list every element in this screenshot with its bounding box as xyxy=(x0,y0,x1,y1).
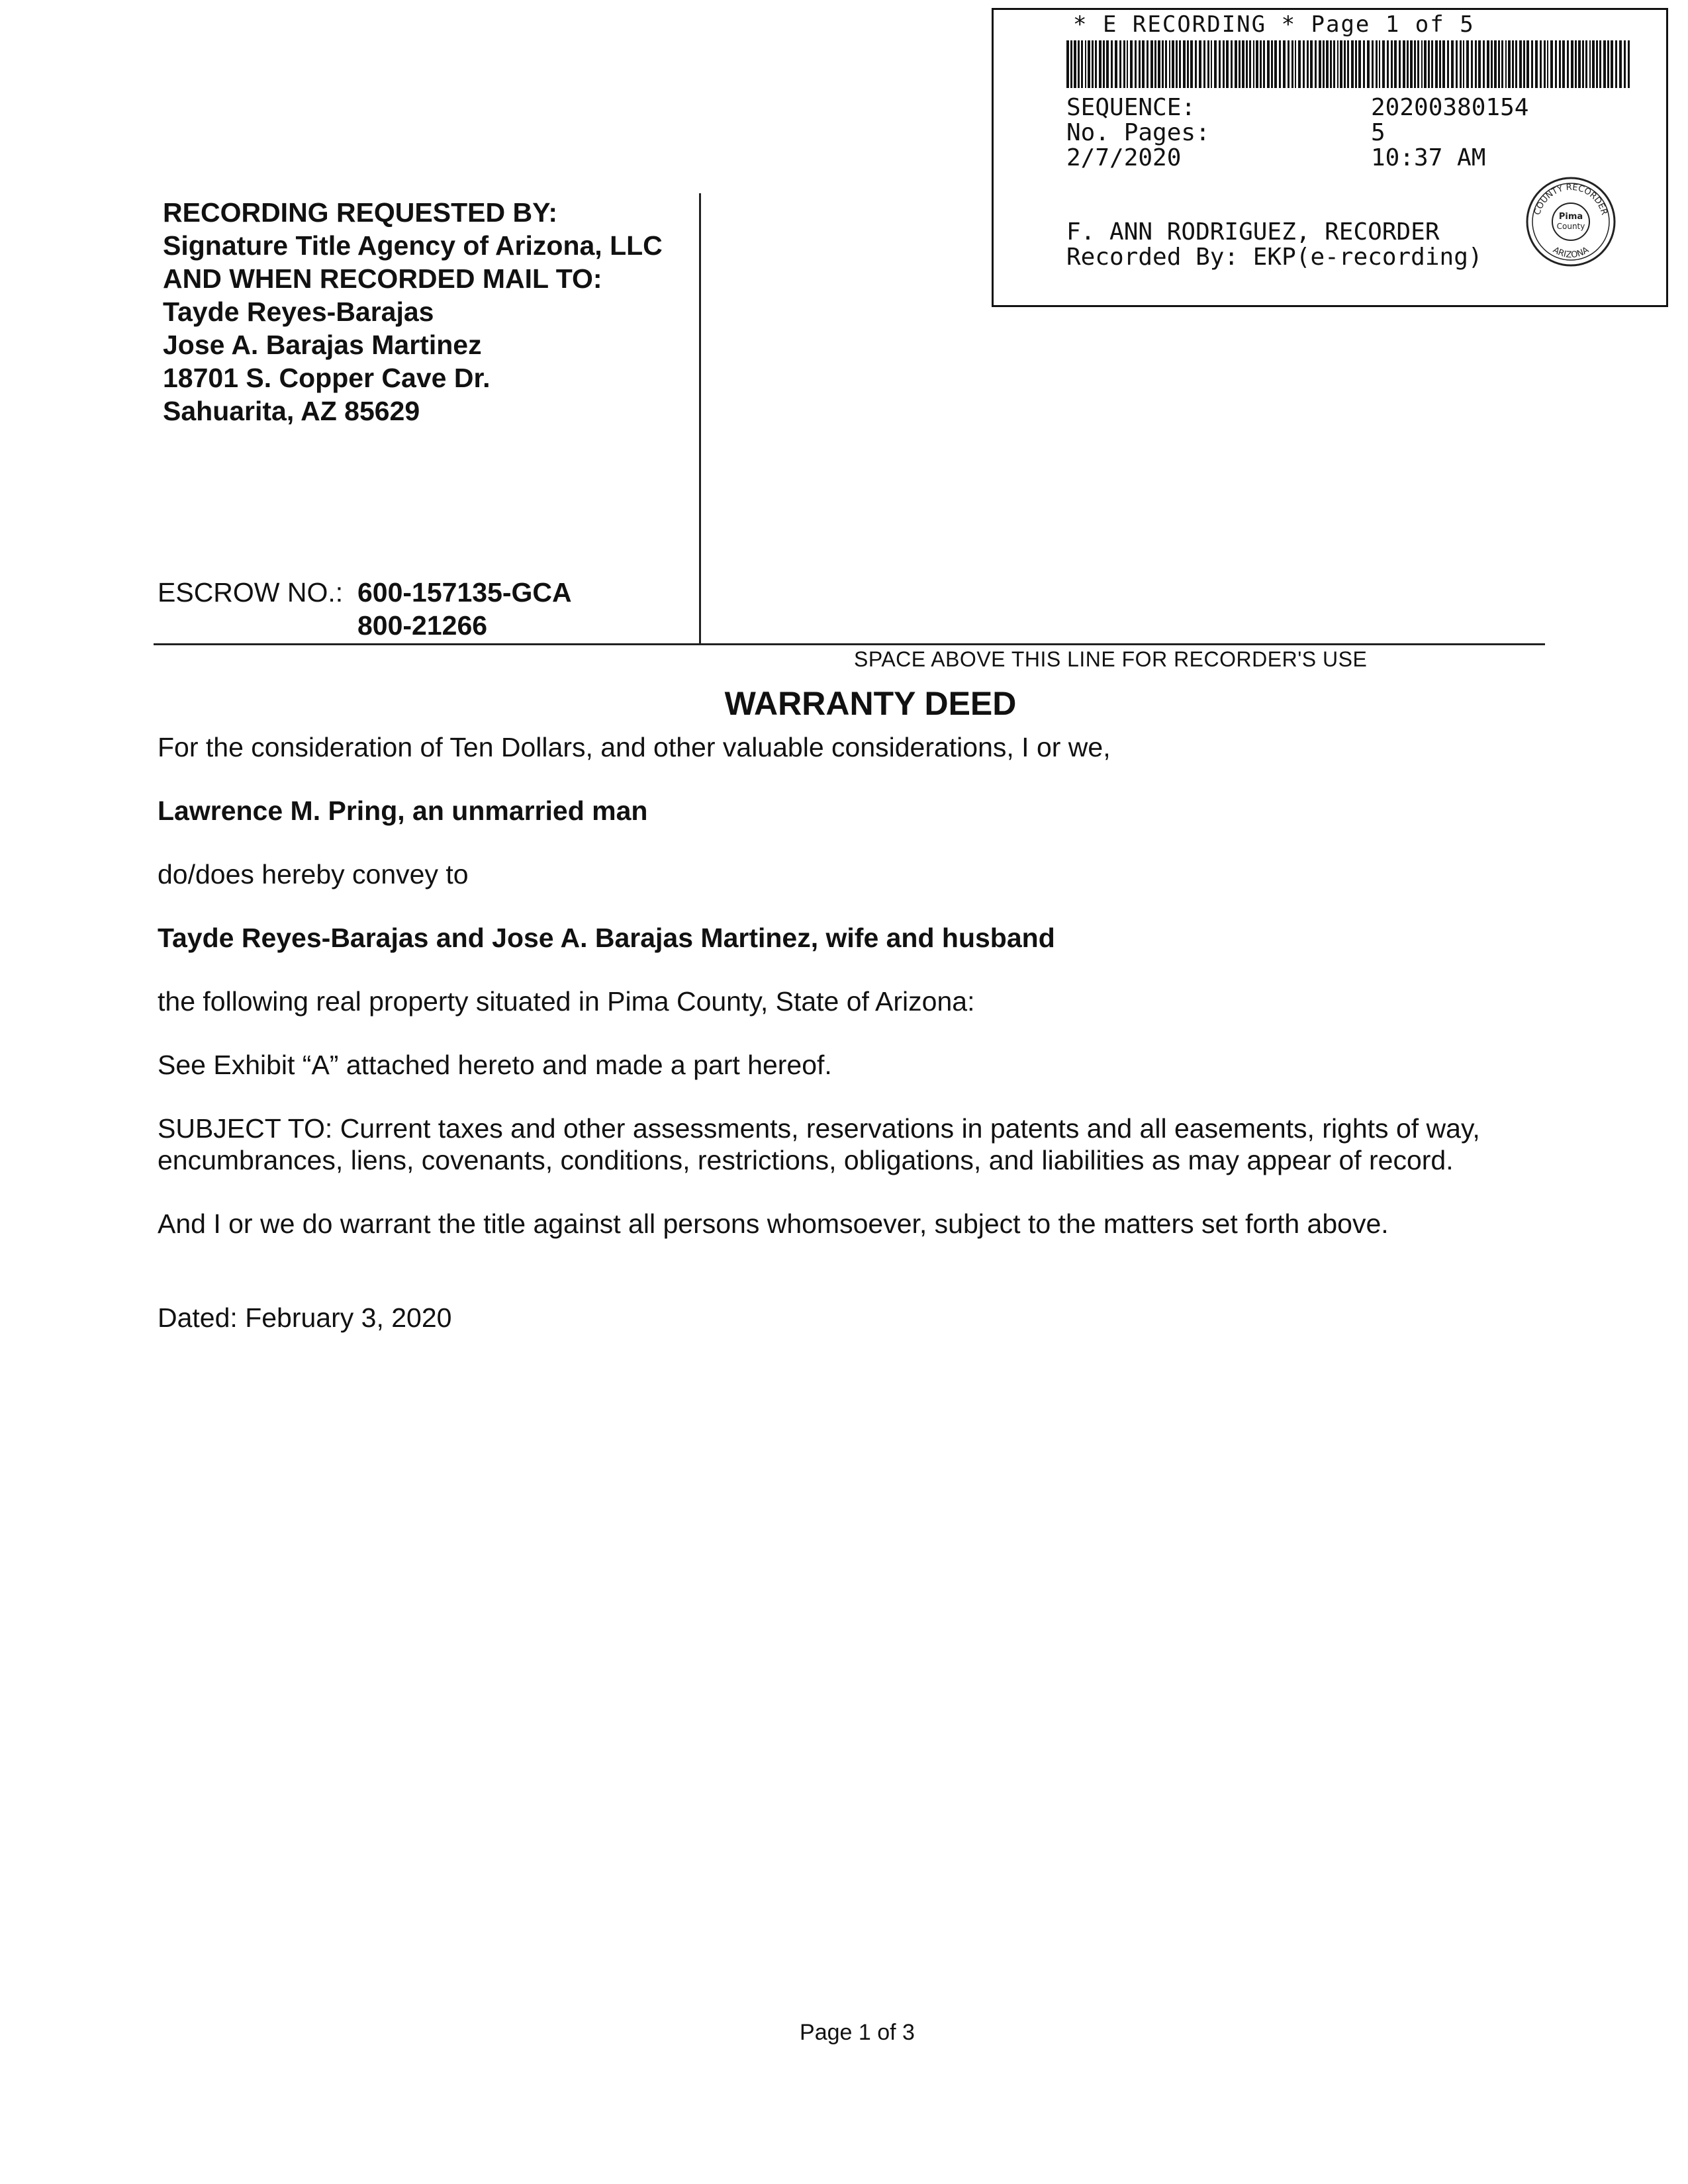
barcode-bar xyxy=(1253,40,1254,88)
mail-to-label: AND WHEN RECORDED MAIL TO: xyxy=(163,263,602,294)
pages-label: No. Pages: xyxy=(1066,119,1210,146)
convey-text: do/does hereby convey to xyxy=(158,859,469,889)
barcode-bar xyxy=(1550,40,1553,88)
barcode-bar xyxy=(1624,40,1626,88)
barcode-bar xyxy=(1106,40,1109,88)
recording-date: 2/7/2020 xyxy=(1066,144,1182,171)
barcode-bar xyxy=(1242,40,1244,88)
mail-to-street: 18701 S. Copper Cave Dr. xyxy=(163,363,491,393)
barcode-bar xyxy=(1547,40,1548,88)
barcode-bar xyxy=(1407,40,1409,88)
barcode-bar xyxy=(1505,40,1507,88)
barcode-bar xyxy=(1085,40,1086,88)
barcode-bar xyxy=(1611,40,1613,88)
barcode-bar xyxy=(1070,40,1072,88)
barcode-bar xyxy=(1363,40,1365,88)
page-number: Page 1 of 3 xyxy=(800,2020,915,2045)
barcode-bar xyxy=(1435,40,1438,88)
requesting-agency: Signature Title Agency of Arizona, LLC xyxy=(163,230,663,261)
barcode-bar xyxy=(1150,40,1153,88)
barcode-bar xyxy=(1207,40,1209,88)
barcode-bar xyxy=(1256,40,1258,88)
barcode-bar xyxy=(1592,40,1595,88)
barcode-bar xyxy=(1123,40,1125,88)
barcode-bar xyxy=(1267,40,1270,88)
barcode-bar xyxy=(1535,40,1538,88)
barcode-bar xyxy=(1323,40,1325,88)
barcode-bar xyxy=(1382,40,1385,88)
barcode-bar xyxy=(1092,40,1094,88)
barcode-bar xyxy=(1315,40,1317,88)
barcode-bar xyxy=(1596,40,1598,88)
barcode-bar xyxy=(1135,40,1137,88)
barcode-bar xyxy=(1199,40,1201,88)
barcode-bar xyxy=(1176,40,1178,88)
barcode-bar xyxy=(1607,40,1609,88)
barcode-bar xyxy=(1211,40,1212,88)
barcode-bar xyxy=(1095,40,1097,88)
barcode-bar xyxy=(1559,40,1561,88)
barcode-bar xyxy=(1130,40,1133,88)
barcode-bar xyxy=(1326,40,1329,88)
barcode-bar xyxy=(1562,40,1565,88)
barcode-bar xyxy=(1179,40,1181,88)
county-recorder-seal xyxy=(1524,175,1617,268)
barcode-bar xyxy=(1239,40,1241,88)
seal-top-text: COUNTY RECORDER xyxy=(1532,182,1609,216)
barcode-bar xyxy=(1421,40,1423,88)
seal-center-line2: County xyxy=(1556,222,1585,231)
barcode-bar xyxy=(1183,40,1186,88)
barcode-bar xyxy=(1589,40,1591,88)
barcode-bar xyxy=(1431,40,1433,88)
barcode-bar xyxy=(1274,40,1277,88)
barcode-bar xyxy=(1540,40,1542,88)
barcode-bar xyxy=(1575,40,1577,88)
mail-to-city: Sahuarita, AZ 85629 xyxy=(163,396,420,426)
barcode-bar xyxy=(1235,40,1237,88)
barcode-bar xyxy=(1127,40,1128,88)
barcode-bar xyxy=(1298,40,1301,88)
warranty-text: And I or we do warrant the title against all persons whomsoever, subject to the matters set forth above. xyxy=(158,1208,1389,1239)
barcode-bar xyxy=(1111,40,1113,88)
barcode-bar xyxy=(1214,40,1217,88)
barcode-bar xyxy=(1319,40,1321,88)
barcode-bar xyxy=(1376,40,1378,88)
barcode-bar xyxy=(1387,40,1389,88)
barcode-bar xyxy=(1585,40,1587,88)
subject-to-line-1: SUBJECT TO: Current taxes and other assessments, reservations in patents and all easements, rights of way, xyxy=(158,1113,1480,1144)
barcode-bar xyxy=(1501,40,1503,88)
barcode-bar xyxy=(1414,40,1416,88)
barcode-bar xyxy=(1399,40,1401,88)
barcode-bar xyxy=(1099,40,1102,88)
document-title: WARRANTY DEED xyxy=(724,685,1017,722)
recorder-name: F. ANN RODRIGUEZ, RECORDER xyxy=(1066,218,1440,246)
barcode-bar xyxy=(1307,40,1309,88)
barcode-bar xyxy=(1475,40,1477,88)
barcode-bar xyxy=(1519,40,1522,88)
barcode-bar xyxy=(1088,40,1090,88)
barcode-bar xyxy=(1074,40,1076,88)
barcode-bar xyxy=(1582,40,1584,88)
barcode-bar xyxy=(1165,40,1167,88)
barcode-bar xyxy=(1344,40,1346,88)
barcode-bar xyxy=(1428,40,1430,88)
barcode-bar xyxy=(1066,40,1069,88)
seal-bottom-text: ARIZONA xyxy=(1551,245,1591,261)
barcode-bar xyxy=(1190,40,1193,88)
barcode-bar xyxy=(1512,40,1514,88)
recording-header: * E RECORDING * Page 1 of 5 xyxy=(1073,11,1475,38)
barcode-bar xyxy=(1081,40,1083,88)
barcode-bar xyxy=(1619,40,1622,88)
barcode-bar xyxy=(1494,40,1497,88)
barcode-bar xyxy=(1403,40,1405,88)
sequence-label: SEQUENCE: xyxy=(1066,94,1196,121)
mail-to-name-1: Tayde Reyes-Barajas xyxy=(163,296,434,327)
barcode-bar xyxy=(1195,40,1197,88)
barcode-bar xyxy=(1498,40,1500,88)
property-text: the following real property situated in Pima County, State of Arizona: xyxy=(158,986,975,1017)
barcode-bar xyxy=(1615,40,1617,88)
barcode-bar xyxy=(1291,40,1293,88)
exhibit-reference: See Exhibit “A” attached hereto and made a part hereof. xyxy=(158,1050,832,1080)
barcode-bar xyxy=(1158,40,1160,88)
barcode-bar xyxy=(1260,40,1262,88)
dated-text: Dated: February 3, 2020 xyxy=(158,1302,452,1333)
barcode-bar xyxy=(1447,40,1449,88)
barcode-bar xyxy=(1567,40,1569,88)
barcode-bar xyxy=(1303,40,1305,88)
barcode-bar xyxy=(1288,40,1289,88)
barcode-bar xyxy=(1330,40,1332,88)
seal-center-line1: Pima xyxy=(1558,212,1583,222)
recording-requested-by-label: RECORDING REQUESTED BY: xyxy=(163,197,558,228)
barcode-bar xyxy=(1162,40,1164,88)
barcode-bar xyxy=(1508,40,1511,88)
barcode-bar xyxy=(1172,40,1174,88)
barcode-bar xyxy=(1555,40,1557,88)
barcode-bar xyxy=(1491,40,1493,88)
barcode-bar xyxy=(1103,40,1105,88)
barcode-bar xyxy=(1147,40,1149,88)
barcode-bar xyxy=(1442,40,1445,88)
recording-time: 10:37 AM xyxy=(1371,144,1486,171)
barcode-bar xyxy=(1628,40,1630,88)
recorder-stamp-box xyxy=(992,8,1668,307)
recorded-by: Recorded By: EKP(e-recording) xyxy=(1066,244,1483,271)
barcode-bar xyxy=(1271,40,1273,88)
sequence-value: 20200380154 xyxy=(1371,94,1529,121)
barcode-bar xyxy=(1351,40,1354,88)
barcode-bar xyxy=(1337,40,1338,88)
recorder-use-line xyxy=(154,643,1545,645)
barcode-bar xyxy=(1340,40,1342,88)
barcode-bar xyxy=(1203,40,1205,88)
barcode-bar xyxy=(1463,40,1464,88)
barcode-bar xyxy=(1526,40,1529,88)
consideration-text: For the consideration of Ten Dollars, and other valuable considerations, I or we, xyxy=(158,732,1111,762)
barcode-bar xyxy=(1578,40,1581,88)
barcode-bar xyxy=(1283,40,1286,88)
barcode-bar xyxy=(1391,40,1393,88)
barcode-bar xyxy=(1263,40,1265,88)
barcode-bar xyxy=(1358,40,1361,88)
recorder-use-note: SPACE ABOVE THIS LINE FOR RECORDER'S USE xyxy=(854,647,1368,671)
subject-to-line-2: encumbrances, liens, covenants, conditions, restrictions, obligations, and liabilities as may appear of record. xyxy=(158,1145,1454,1175)
barcode-bar xyxy=(1347,40,1349,88)
barcode-bar xyxy=(1372,40,1374,88)
barcode-bar xyxy=(1603,40,1606,88)
barcode-bar xyxy=(1142,40,1145,88)
barcode-bar xyxy=(1187,40,1189,88)
barcode-bar xyxy=(1394,40,1397,88)
barcode-bar xyxy=(1466,40,1469,88)
barcode-bar xyxy=(1219,40,1221,88)
barcode-bar xyxy=(1410,40,1413,88)
barcode-bar xyxy=(1417,40,1419,88)
vertical-divider xyxy=(699,193,701,645)
barcode-bar xyxy=(1487,40,1489,88)
barcode-bar xyxy=(1139,40,1141,88)
barcode-bar xyxy=(1478,40,1481,88)
barcode-bar xyxy=(1333,40,1335,88)
barcode-bar xyxy=(1460,40,1462,88)
barcode-bar xyxy=(1154,40,1156,88)
barcode-bar xyxy=(1115,40,1117,88)
grantee-names: Tayde Reyes-Barajas and Jose A. Barajas Martinez, wife and husband xyxy=(158,923,1055,953)
barcode-bar xyxy=(1295,40,1296,88)
barcode-bar xyxy=(1471,40,1473,88)
barcode-bar xyxy=(1451,40,1454,88)
barcode-bar xyxy=(1169,40,1170,88)
barcode-bar xyxy=(1279,40,1281,88)
barcode-bar xyxy=(1223,40,1225,88)
escrow-label: ESCROW NO.: xyxy=(158,577,344,608)
barcode-bar xyxy=(1355,40,1357,88)
barcode-bar xyxy=(1310,40,1313,88)
mail-to-name-2: Jose A. Barajas Martinez xyxy=(163,330,482,360)
barcode-bar xyxy=(1456,40,1458,88)
barcode-bar xyxy=(1599,40,1601,88)
barcode-bar xyxy=(1379,40,1380,88)
barcode-bar xyxy=(1483,40,1485,88)
barcode-bar xyxy=(1078,40,1080,88)
barcode-bar xyxy=(1439,40,1441,88)
barcode-image xyxy=(1066,40,1633,88)
barcode-bar xyxy=(1544,40,1546,88)
barcode-bar xyxy=(1119,40,1121,88)
barcode-bar xyxy=(1531,40,1533,88)
barcode-bar xyxy=(1424,40,1427,88)
barcode-bar xyxy=(1249,40,1251,88)
barcode-bar xyxy=(1226,40,1229,88)
barcode-bar xyxy=(1246,40,1248,88)
recording-request-block xyxy=(163,196,692,428)
escrow-number-2: 800-21266 xyxy=(357,610,488,641)
barcode-bar xyxy=(1367,40,1370,88)
barcode-bar xyxy=(1571,40,1573,88)
barcode-bar xyxy=(1231,40,1233,88)
grantor-name: Lawrence M. Pring, an unmarried man xyxy=(158,796,648,826)
barcode-bar xyxy=(1523,40,1525,88)
escrow-number-1: 600-157135-GCA xyxy=(357,577,572,608)
barcode-bar xyxy=(1515,40,1517,88)
pages-value: 5 xyxy=(1371,119,1385,146)
